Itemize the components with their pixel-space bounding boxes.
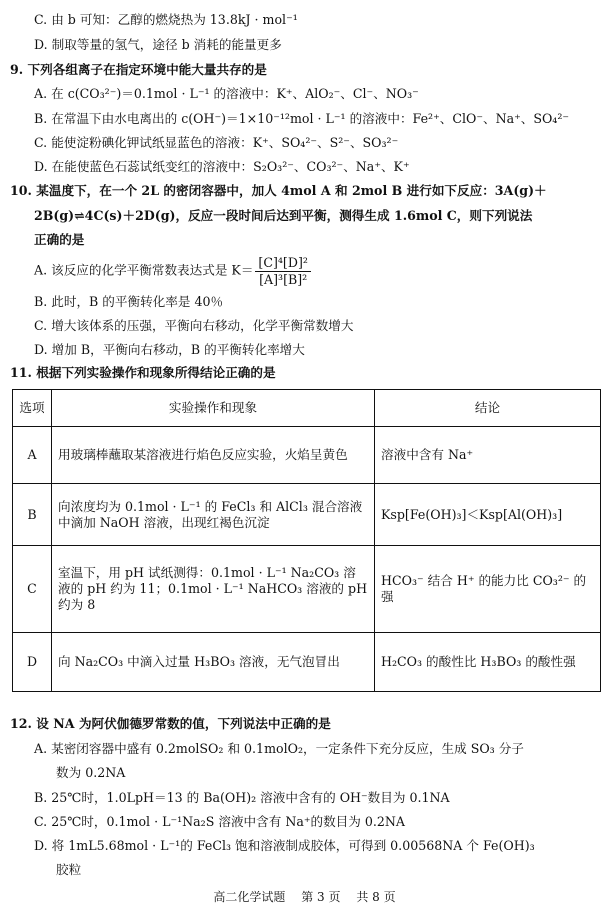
fraction-numerator: [C]⁴[D]²: [255, 255, 310, 272]
header-operation: 实验操作和现象: [52, 390, 375, 427]
row-option: B: [13, 484, 52, 546]
q10-option-a-prefix: A. 该反应的化学平衡常数表达式是 K＝: [34, 262, 254, 278]
row-operation: 用玻璃棒蘸取某溶液进行焰色反应实验，火焰呈黄色: [52, 427, 375, 484]
q10-stem-line1: 10. 某温度下，在一个 2L 的密闭容器中，加人 4mol A 和 2mol B 进行如下反应：3A(g)＋: [10, 183, 547, 198]
q10-stem-line3: 正确的是: [34, 232, 85, 247]
header-conclusion: 结论: [375, 390, 601, 427]
equilibrium-fraction: [255, 255, 310, 287]
q9-option-d: D. 在能使蓝色石蕊试纸变红的溶液中：S₂O₃²⁻、CO₃²⁻、Na⁺、K⁺: [34, 159, 410, 174]
q9-option-a: A. 在 c(CO₃²⁻)＝0.1mol · L⁻¹ 的溶液中：K⁺、AlO₂⁻、Cl⁻、NO₃⁻: [34, 86, 419, 101]
q11-stem: 11. 根据下列实验操作和现象所得结论正确的是: [10, 365, 276, 380]
q10-option-a: [34, 255, 311, 287]
q12-option-b: B. 25℃时，1.0LpH＝13 的 Ba(OH)₂ 溶液中含有的 OH⁻数目为 0.1NA: [34, 790, 450, 805]
row-option: D: [13, 633, 52, 692]
q12-stem: 12. 设 NA 为阿伏伽德罗常数的值，下列说法中正确的是: [10, 716, 331, 731]
q12-option-d-line1: D. 将 1mL5.68mol · L⁻¹的 FeCl₃ 饱和溶液制成胶体，可得到 0.00568NA 个 Fe(OH)₃: [34, 838, 535, 853]
table-row: [13, 546, 601, 633]
row-operation: 向浓度均为 0.1mol · L⁻¹ 的 FeCl₃ 和 AlCl₃ 混合溶液中滴加 NaOH 溶液，出现红褐色沉淀: [52, 484, 375, 546]
q9-stem: 9. 下列各组离子在指定环境中能大量共存的是: [10, 62, 267, 77]
page-footer: [0, 890, 609, 905]
row-conclusion: H₂CO₃ 的酸性比 H₃BO₃ 的酸性强: [375, 633, 601, 692]
row-operation: 室温下，用 pH 试纸测得：0.1mol · L⁻¹ Na₂CO₃ 溶液的 pH 约为 11；0.1mol · L⁻¹ NaHCO₃ 溶液的 pH 约为 8: [52, 546, 375, 633]
q12-option-d-line2: 胶粒: [56, 862, 82, 877]
footer-page-number: 第 3 页: [301, 890, 341, 904]
header-option: 选项: [13, 390, 52, 427]
row-conclusion: HCO₃⁻ 结合 H⁺ 的能力比 CO₃²⁻ 的强: [375, 546, 601, 633]
table-row: [13, 484, 601, 546]
q10-option-d: D. 增加 B，平衡向右移动，B 的平衡转化率增大: [34, 342, 305, 357]
table-header-row: [13, 390, 601, 427]
row-option: A: [13, 427, 52, 484]
fraction-denominator: [A]³[B]²: [259, 271, 308, 287]
prev-option-c: C. 由 b 可知：乙醇的燃烧热为 13.8kJ · mol⁻¹: [34, 12, 298, 27]
q10-option-c: C. 增大该体系的压强，平衡向右移动，化学平衡常数增大: [34, 318, 354, 333]
row-conclusion: Ksp[Fe(OH)₃]＜Ksp[Al(OH)₃]: [375, 484, 601, 546]
experiment-table: [12, 389, 601, 692]
prev-option-d: D. 制取等量的氢气，途径 b 消耗的能量更多: [34, 37, 282, 52]
q9-option-b: B. 在常温下由水电离出的 c(OH⁻)＝1×10⁻¹²mol · L⁻¹ 的溶液中：Fe²⁺、ClO⁻、Na⁺、SO₄²⁻: [34, 111, 570, 126]
q10-option-b: B. 此时，B 的平衡转化率是 40％: [34, 294, 224, 309]
q10-stem-line2: 2B(g)⇌4C(s)＋2D(g)，反应一段时间后达到平衡，测得生成 1.6mol C，则下列说法: [34, 208, 533, 223]
table-row: [13, 633, 601, 692]
row-conclusion: 溶液中含有 Na⁺: [375, 427, 601, 484]
footer-total-pages: 共 8 页: [356, 890, 396, 904]
table-row: [13, 427, 601, 484]
q12-option-c: C. 25℃时，0.1mol · L⁻¹Na₂S 溶液中含有 Na⁺的数目为 0.2NA: [34, 814, 406, 829]
row-option: C: [13, 546, 52, 633]
q12-option-a-line1: A. 某密闭容器中盛有 0.2molSO₂ 和 0.1molO₂，一定条件下充分反应，生成 SO₃ 分子: [34, 741, 524, 756]
footer-title: 高二化学试题: [213, 890, 286, 904]
q12-option-a-line2: 数为 0.2NA: [56, 765, 126, 780]
row-operation: 向 Na₂CO₃ 中滴入过量 H₃BO₃ 溶液，无气泡冒出: [52, 633, 375, 692]
q9-option-c: C. 能使淀粉碘化钾试纸显蓝色的溶液：K⁺、SO₄²⁻、S²⁻、SO₃²⁻: [34, 135, 399, 150]
